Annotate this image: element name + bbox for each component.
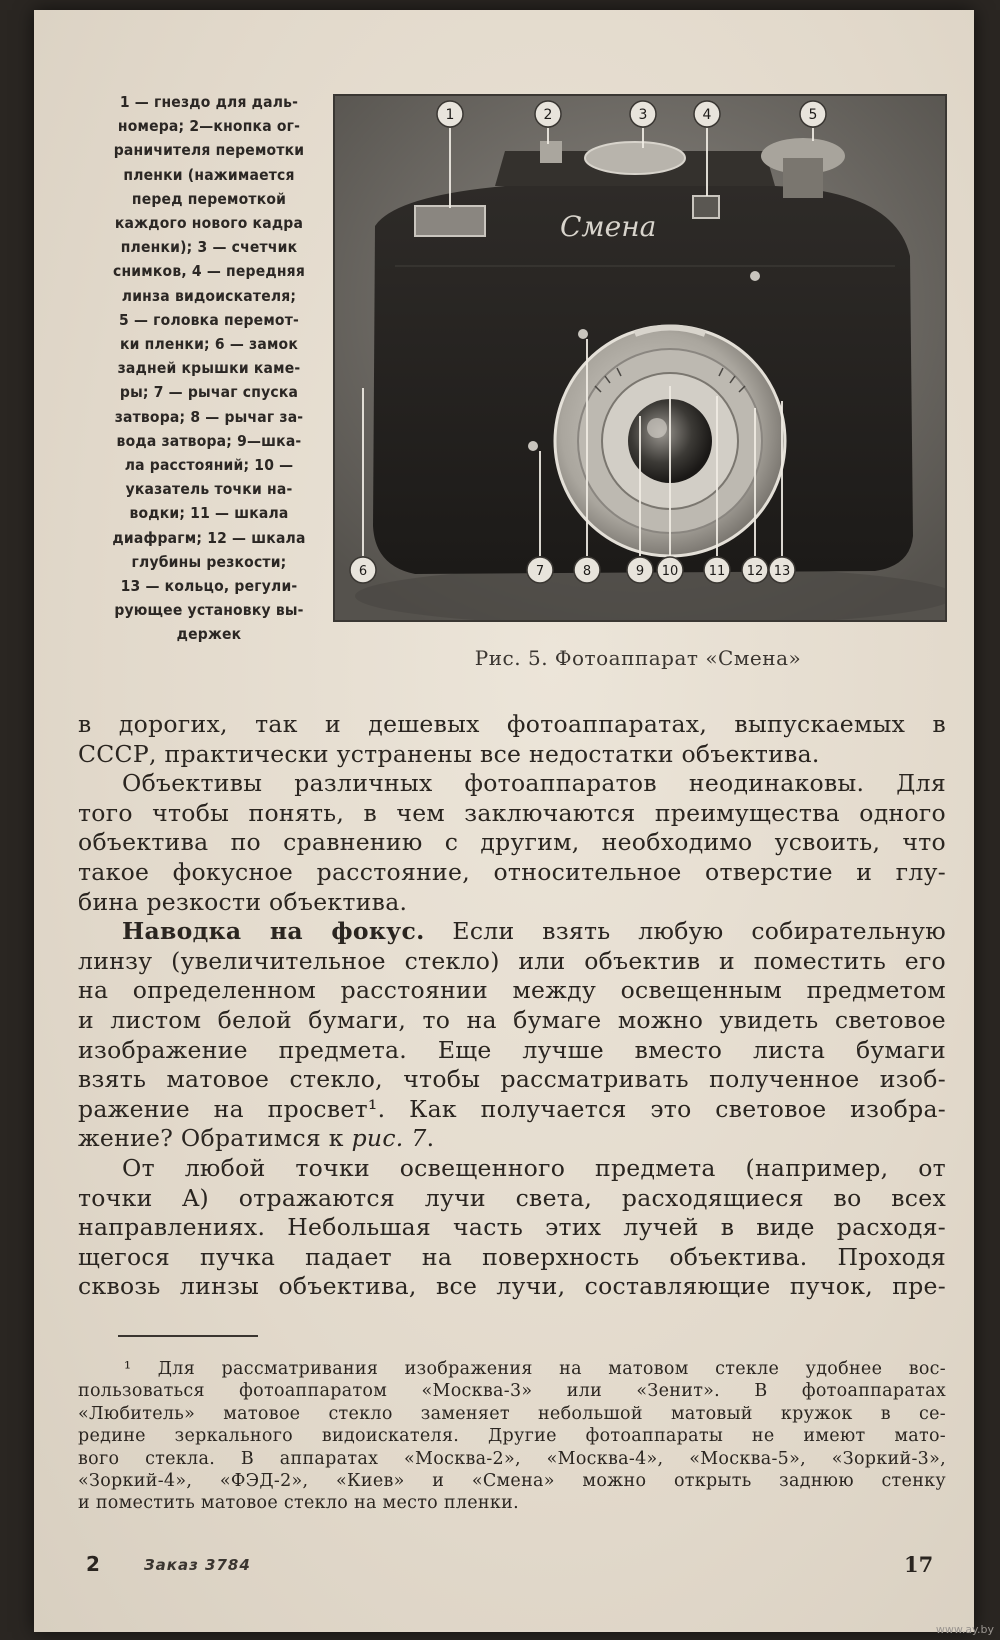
legend-line: указатель точки на- bbox=[125, 480, 293, 499]
footnote bbox=[78, 1358, 946, 1515]
text-line: СССР, практически устранены все недостатки объектива. bbox=[78, 739, 820, 768]
footnote-line: вого стекла. В аппаратах «Москва-2», «Москва-4», «Москва-5», «Зоркий-3», bbox=[78, 1448, 946, 1469]
legend-line: ла расстояний; 10 — bbox=[124, 456, 294, 475]
callout-9: 9 bbox=[635, 564, 645, 579]
camera-photo bbox=[333, 94, 947, 622]
legend-line: водки; 11 — шкала bbox=[129, 504, 289, 523]
callout-11: 11 bbox=[708, 564, 726, 579]
paragraph-lenses bbox=[78, 769, 946, 917]
legend-line: вода затвора; 9—шка- bbox=[116, 431, 302, 450]
figure-legend bbox=[78, 90, 340, 647]
footnote-line: ¹ Для рассматривания изображения на матовом стекле удобнее вос- bbox=[124, 1359, 946, 1379]
text-line: От любой точки освещенного предмета (например, от bbox=[122, 1153, 946, 1182]
signature-mark: 2 bbox=[86, 1552, 100, 1576]
legend-line: пленки); 3 — счетчик bbox=[120, 238, 298, 257]
footnote-divider bbox=[118, 1335, 258, 1337]
legend-line: номера; 2—кнопка ог- bbox=[117, 117, 301, 136]
text-line: сквозь линзы объектива, все лучи, составляющие пучок, пре- bbox=[78, 1272, 946, 1301]
callout-2: 2 bbox=[543, 107, 553, 123]
footnote-line: «Зоркий-4», «ФЭД-2», «Киев» и «Смена» можно открыть заднюю стенку bbox=[78, 1471, 946, 1492]
text-line: в дорогих, так и дешевых фотоаппаратах, выпускаемых в bbox=[78, 710, 946, 738]
watermark: www.ay.by bbox=[935, 1623, 994, 1636]
legend-line: 13 — кольцо, регули- bbox=[120, 577, 298, 596]
text-line: бина резкости объектива. bbox=[78, 887, 408, 916]
text-line: направлениях. Небольшая часть этих лучей в виде расходя- bbox=[78, 1213, 946, 1242]
figure-reference: рис. 7 bbox=[351, 1124, 427, 1153]
legend-line: глубины резкости; bbox=[131, 552, 287, 571]
text-run: Если взять любую собирательную bbox=[452, 917, 946, 946]
text-line: ражение на просвет¹. Как получается это световое изобра- bbox=[78, 1094, 946, 1123]
text-line: линзу (увеличительное стекло) или объектив и поместить его bbox=[78, 946, 946, 975]
text-line: точки A) отражаются лучи света, расходящиеся во всех bbox=[78, 1183, 946, 1212]
callout-4: 4 bbox=[702, 107, 712, 123]
callout-13: 13 bbox=[773, 564, 791, 579]
callout-7: 7 bbox=[535, 564, 545, 579]
paragraph-continuation bbox=[78, 710, 946, 769]
text-line bbox=[78, 917, 946, 947]
text-line: и листом белой бумаги, то на бумаге можно увидеть световое bbox=[78, 1005, 946, 1034]
text-line: объектива по сравнению с другим, необходимо усвоить, что bbox=[78, 828, 946, 857]
legend-line: рующее установку вы- bbox=[114, 601, 304, 620]
legend-line: перед перемоткой bbox=[131, 189, 287, 208]
text-run: . bbox=[426, 1124, 435, 1153]
text-line: взять матовое стекло, чтобы рассматривать полученное изоб- bbox=[78, 1065, 946, 1094]
print-order: Заказ 3784 bbox=[144, 1556, 251, 1574]
callout-10: 10 bbox=[661, 564, 679, 579]
legend-line: 5 — головка перемот- bbox=[119, 310, 299, 329]
paragraph-focusing bbox=[78, 917, 946, 1154]
callout-1: 1 bbox=[445, 107, 455, 123]
run-in-heading: Наводка на фокус. bbox=[122, 917, 425, 946]
footnote-line: редине зеркального видоискателя. Другие фотоаппараты не имеют мато- bbox=[78, 1426, 946, 1447]
paragraph-rays bbox=[78, 1154, 946, 1302]
footnote-line: пользоваться фотоаппаратом «Москва-3» или «Зенит». В фотоаппаратах bbox=[78, 1381, 946, 1402]
legend-line: задней крышки каме- bbox=[117, 359, 301, 378]
body-text bbox=[78, 710, 946, 1302]
legend-line: держек bbox=[176, 625, 242, 644]
text-run: жение? Обратимся к bbox=[78, 1124, 352, 1153]
callout-6: 6 bbox=[358, 564, 368, 579]
legend-line: раничителя перемотки bbox=[113, 141, 305, 160]
callout-5: 5 bbox=[808, 107, 818, 123]
text-line bbox=[78, 1124, 946, 1154]
figure-caption: Рис. 5. Фотоаппарат «Смена» bbox=[474, 646, 802, 670]
text-line: Объективы различных фотоаппаратов неодинаковы. Для bbox=[122, 769, 946, 798]
legend-line: затвора; 8 — рычаг за- bbox=[114, 407, 304, 426]
footnote-line: «Любитель» матовое стекло заменяет небольшой матовый кружок в се- bbox=[78, 1403, 946, 1424]
book-page bbox=[34, 10, 974, 1632]
text-line: такое фокусное расстояние, относительное отверстие и глу- bbox=[78, 857, 946, 886]
callout-12: 12 bbox=[746, 564, 764, 579]
text-line: щегося пучка падает на поверхность объектива. Проходя bbox=[78, 1242, 946, 1271]
legend-line: ры; 7 — рычаг спуска bbox=[119, 383, 299, 402]
text-line: изображение предмета. Еще лучше вместо листа бумаги bbox=[78, 1035, 946, 1064]
footnote-line: и поместить матовое стекло на место пленки. bbox=[78, 1493, 519, 1514]
camera-illustration bbox=[335, 96, 945, 620]
page-number: 17 bbox=[904, 1552, 934, 1577]
legend-line: 1 — гнездо для даль- bbox=[119, 93, 299, 111]
text-line: того чтобы понять, в чем заключаются преимущества одного bbox=[78, 798, 946, 827]
legend-line: пленки (нажимается bbox=[123, 165, 295, 184]
text-line: на определенном расстоянии между освещенным предметом bbox=[78, 976, 946, 1005]
brand-logo-text: Смена bbox=[560, 210, 657, 243]
legend-line: снимков, 4 — передняя bbox=[113, 262, 305, 281]
legend-line: диафрагм; 12 — шкала bbox=[112, 528, 306, 547]
legend-line: ки пленки; 6 — замок bbox=[119, 335, 299, 354]
legend-line: линза видоискателя; bbox=[121, 286, 297, 305]
callout-3: 3 bbox=[638, 107, 648, 123]
callout-8: 8 bbox=[582, 564, 592, 579]
legend-line: каждого нового кадра bbox=[114, 214, 304, 233]
